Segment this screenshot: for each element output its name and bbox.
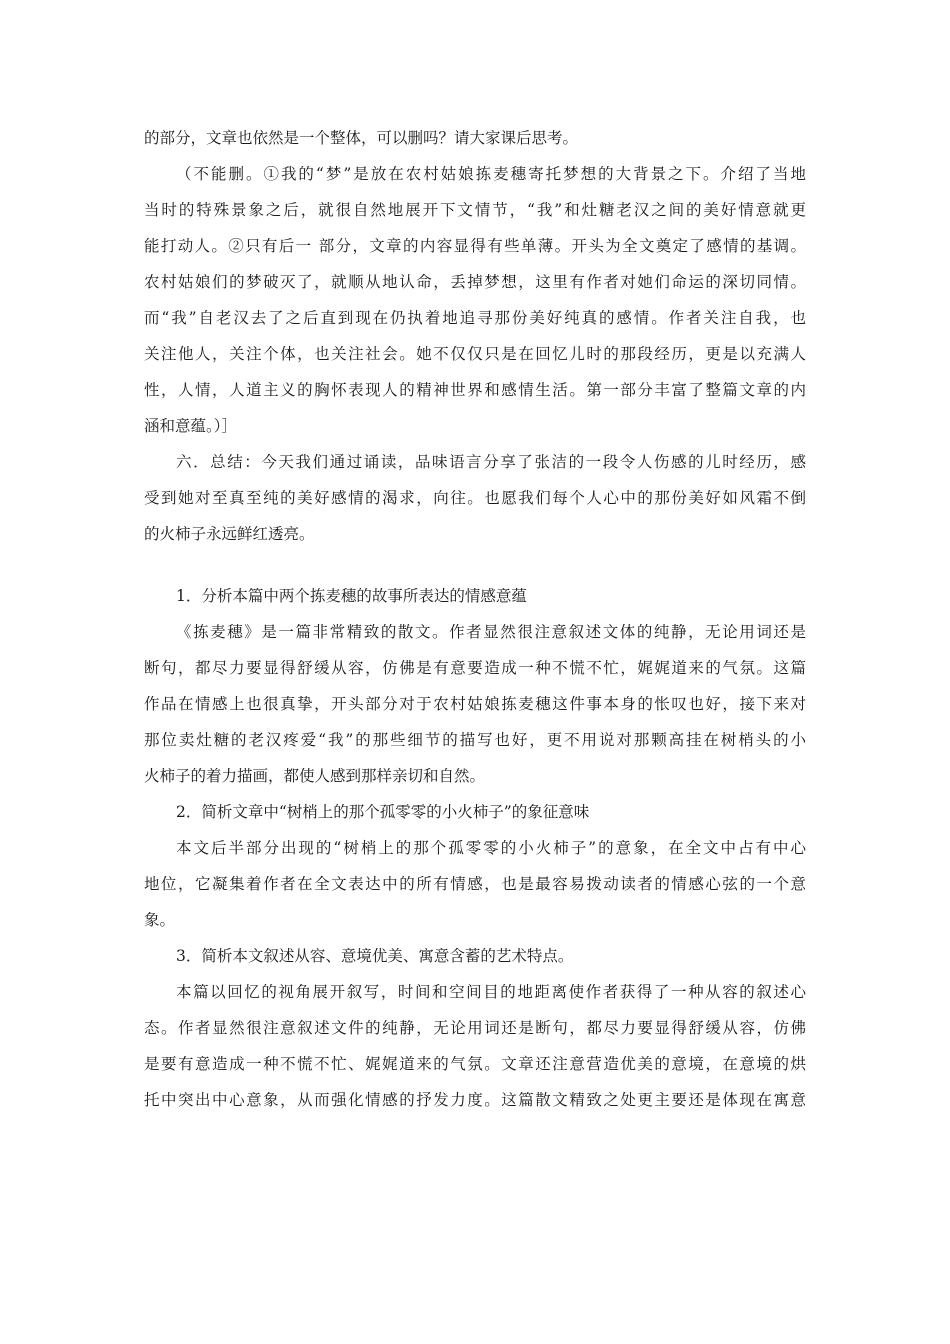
text-line: 地位，它凝集着作者在全文表达中的所有情感，也是最容易拨动读者的情感心弦的一个意 xyxy=(144,875,806,893)
text-line: 本篇以回忆的视角展开叙写，时间和空间目的地距离使作者获得了一种从容的叙述心 xyxy=(176,983,806,1001)
text-line: 《拣麦穗》是一篇非常精致的散文。作者显然很注意叙述文体的纯静，无论用词还是 xyxy=(176,623,806,641)
text-line: 而“我”自老汉去了之后直到现在仍执着地追寻那份美好纯真的感情。作者关注自我，也 xyxy=(144,309,806,327)
text-line: 性，人情，人道主义的胸怀表现人的精神世界和感情生活。第一部分丰富了整篇文章的内 xyxy=(144,381,806,399)
text-line: 关注他人，关注个体，也关注社会。她不仅仅只是在回忆儿时的那段经历，更是以充满人 xyxy=(144,345,806,363)
text-line: 的火柿子永远鲜红透亮。 xyxy=(144,525,315,543)
question-heading-2: 2．简析文章中“树梢上的那个孤零零的小火柿子”的象征意味 xyxy=(176,803,590,821)
text-line: 那位卖灶糖的老汉疼爱“我”的那些细节的描写也好，更不用说对那颗高挂在树梢头的小 xyxy=(144,731,806,749)
text-line: 能打动人。②只有后一 部分，文章的内容显得有些单薄。开头为全文奠定了感情的基调。 xyxy=(144,237,806,255)
text-line: 托中突出中心意象，从而强化情感的抒发力度。这篇散文精致之处更主要还是体现在寓意 xyxy=(144,1091,806,1109)
document-body xyxy=(144,120,806,1118)
text-line: 农村姑娘们的梦破灭了，就顺从地认命，丢掉梦想，这里有作者对她们命运的深切同情。 xyxy=(144,273,806,291)
text-line: 的部分，文章也依然是一个整体，可以删吗？请大家课后思考。 xyxy=(144,129,579,147)
text-line: 本文后半部分出现的“树梢上的那个孤零零的小火柿子”的意象，在全文中占有中心 xyxy=(176,839,806,857)
text-line: 火柿子的着力描画，都使人感到那样亲切和自然。 xyxy=(144,767,486,785)
summary-heading: 六．总结：今天我们通过诵读，品味语言分享了张洁的一段令人伤感的儿时经历，感 xyxy=(176,453,806,471)
text-line: 断句，都尽力要显得舒缓从容，仿佛是有意要造成一种不慌不忙，娓娓道来的气氛。这篇 xyxy=(144,659,806,677)
text-line: 受到她对至真至纯的美好感情的渴求，向往。也愿我们每个人心中的那份美好如风霜不倒 xyxy=(144,489,806,507)
text-line: （不能删。①我的“梦”是放在农村姑娘拣麦穗寄托梦想的大背景之下。介绍了当地 xyxy=(176,165,806,183)
paragraph-gap xyxy=(144,552,806,578)
question-heading-3: 3．简析本文叙述从容、意境优美、寓意含蓄的艺术特点。 xyxy=(176,947,574,965)
text-line: 作品在情感上也很真挚，开头部分对于农村姑娘拣麦穗这件事本身的怅叹也好，接下来对 xyxy=(144,695,806,713)
question-heading-1: 1．分析本篇中两个拣麦穗的故事所表达的情感意蕴 xyxy=(176,587,527,605)
text-line: 涵和意蕴。）］ xyxy=(144,417,238,435)
text-line: 态。作者显然很注意叙述文件的纯静，无论用词还是断句，都尽力要显得舒缓从容，仿佛 xyxy=(144,1019,806,1037)
text-line: 当时的特殊景象之后，就很自然地展开下文情节，“我”和灶糖老汉之间的美好情意就更 xyxy=(144,201,806,219)
text-line: 象。 xyxy=(144,911,176,929)
text-line: 是要有意造成一种不慌不忙、娓娓道来的气氛。文章还注意营造优美的意境，在意境的烘 xyxy=(144,1055,806,1073)
